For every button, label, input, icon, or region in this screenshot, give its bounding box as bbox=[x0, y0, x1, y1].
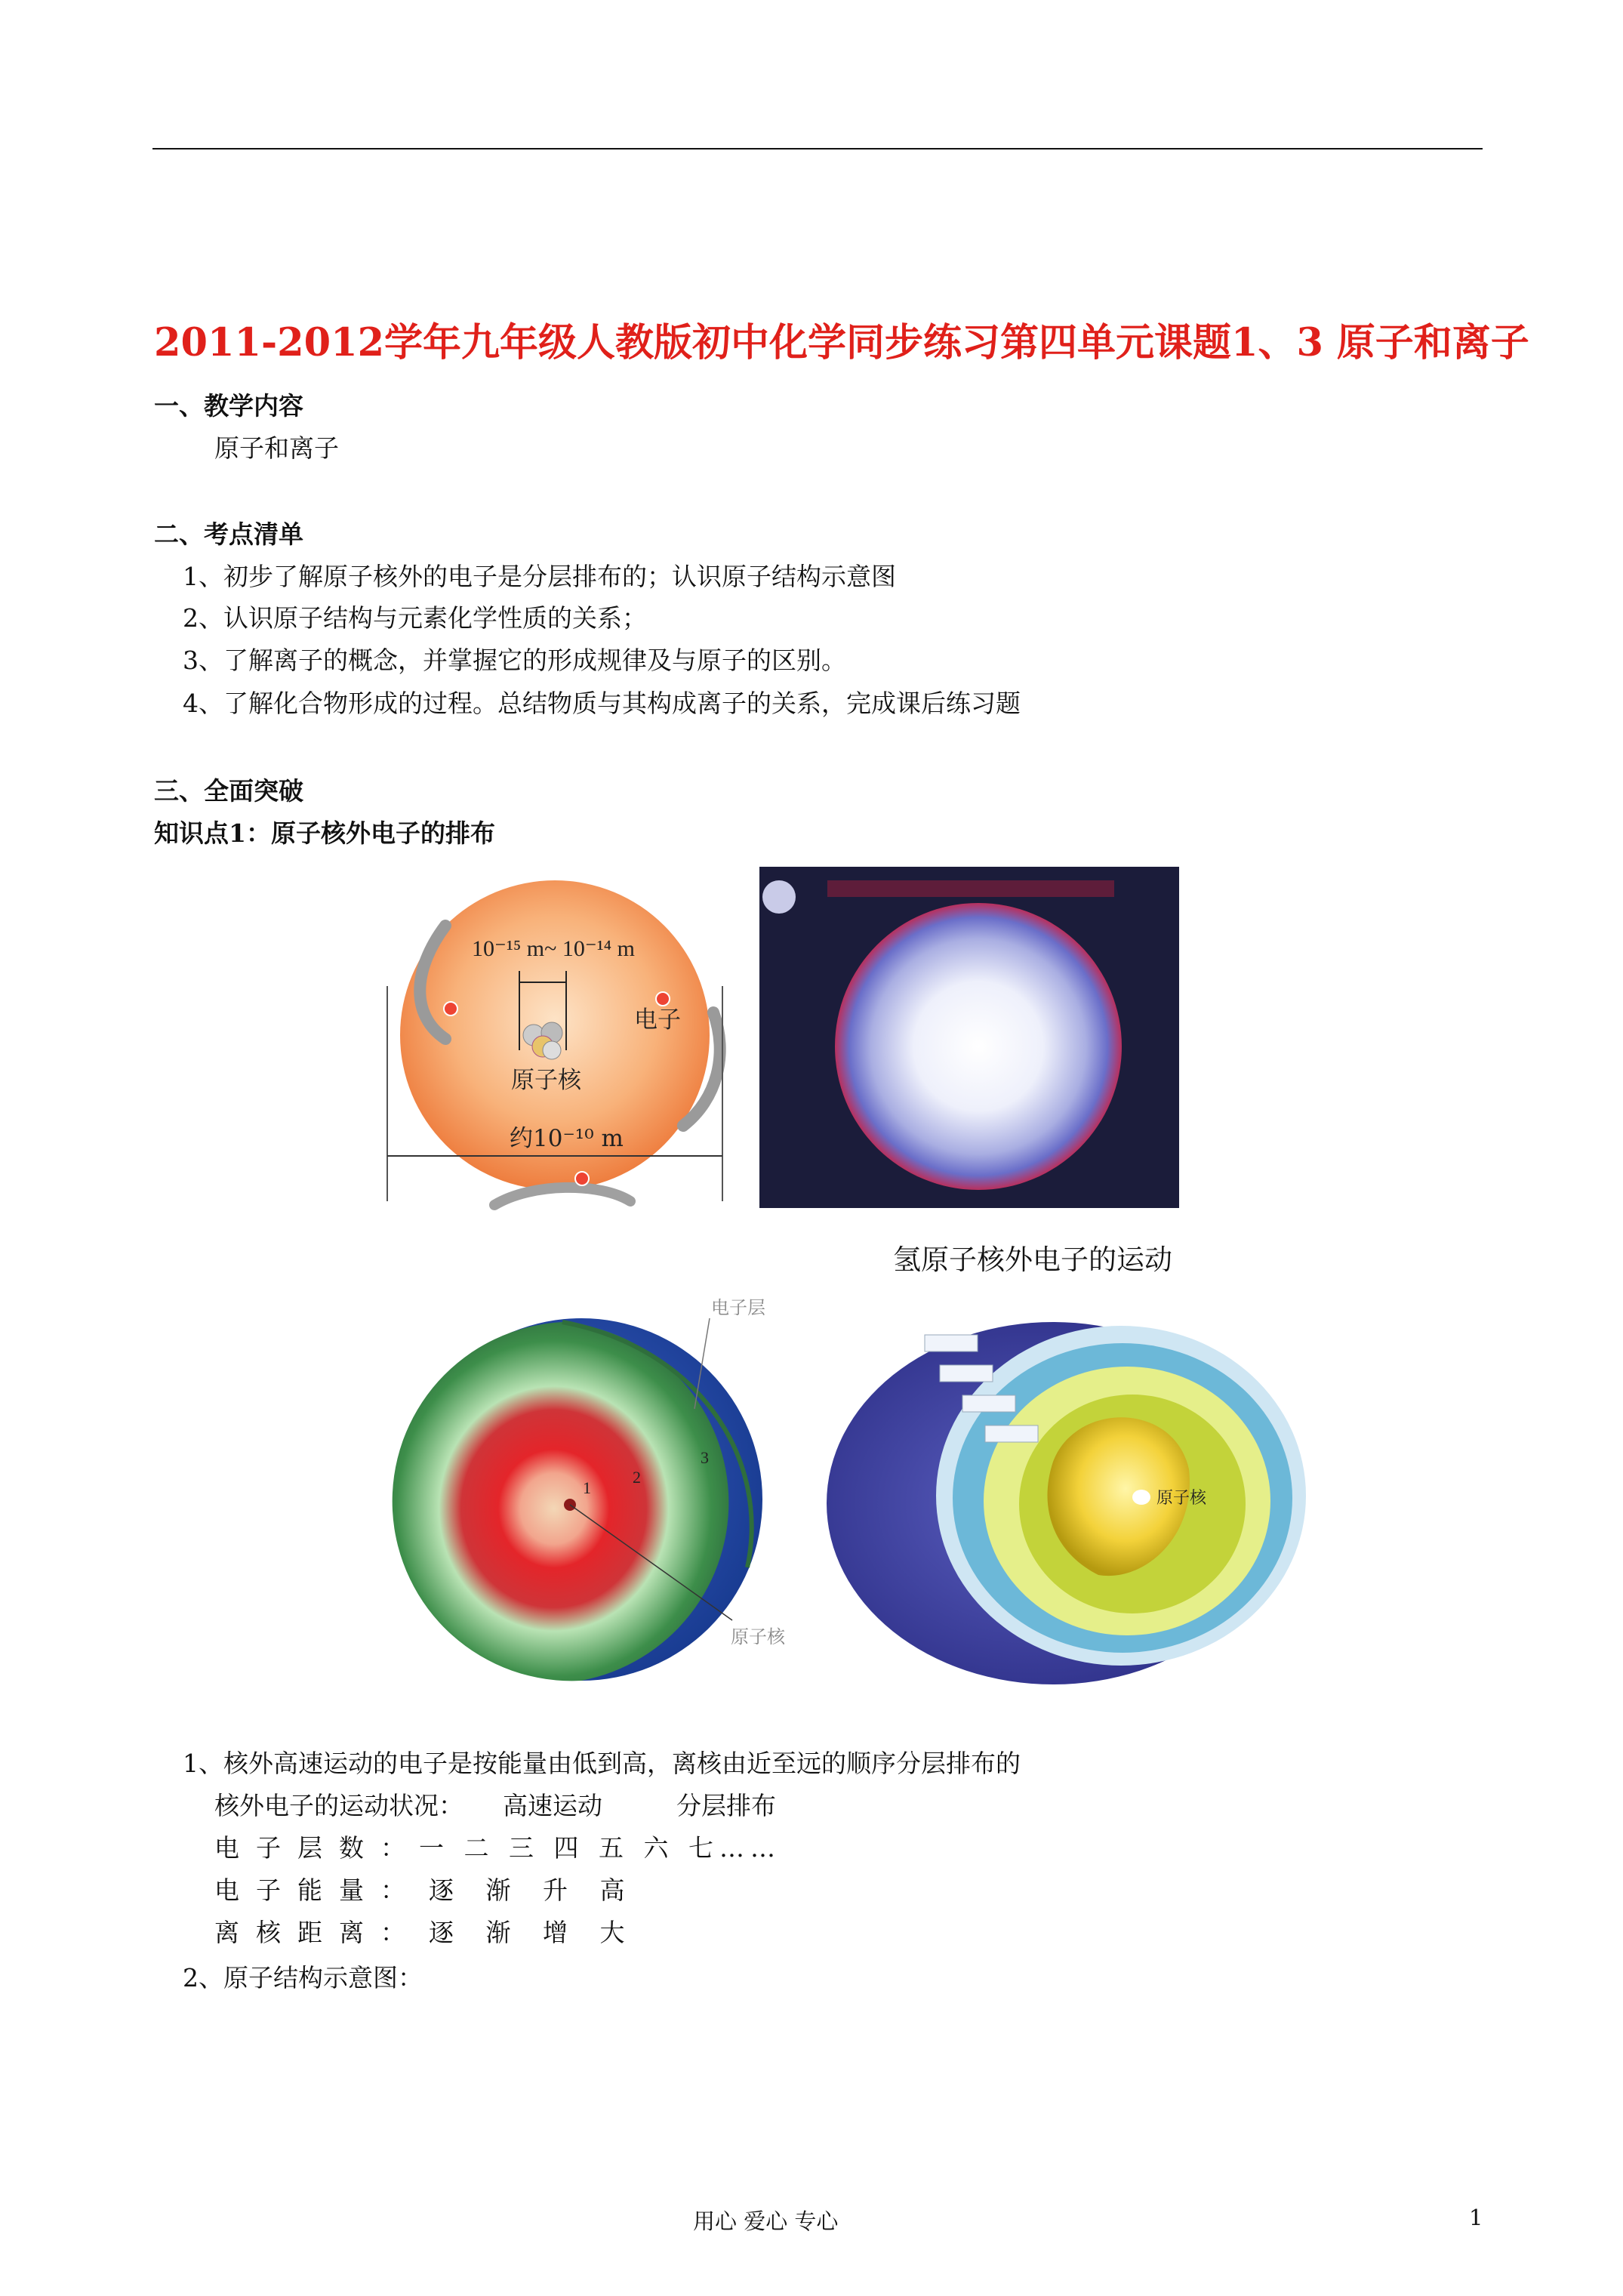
electron-layer-sphere-figure bbox=[377, 1288, 800, 1688]
page-number: 1 bbox=[1469, 2205, 1483, 2230]
row-label: 离核距离： bbox=[214, 1918, 422, 1947]
electron-shell-model-figure bbox=[827, 1311, 1310, 1688]
nucleus-size-label: 10⁻¹⁵ m~ 10⁻¹⁴ m bbox=[472, 936, 635, 961]
motion-status-label: 核外电子的运动状况： bbox=[214, 1791, 463, 1820]
electron-cloud-figure bbox=[759, 867, 1179, 1208]
row-values: 逐 渐 增 大 bbox=[429, 1918, 637, 1947]
row-values: 一 二 三 四 五 六 七…… bbox=[419, 1833, 781, 1863]
atom-model-figure bbox=[374, 865, 736, 1226]
page-title: 2011-2012学年九年级人教版初中化学同步练习第四单元课题1、3 原子和离子 bbox=[154, 320, 1529, 365]
layer-number: 1 bbox=[583, 1478, 591, 1497]
figure-caption: 氢原子核外电子的运动 bbox=[893, 1244, 1172, 1276]
row-label: 电子层数： bbox=[214, 1833, 422, 1863]
nucleus-label: 原子核 bbox=[511, 1067, 581, 1094]
layer-number: 2 bbox=[633, 1468, 641, 1487]
nucleus-label: 原子核 bbox=[1156, 1489, 1207, 1508]
list-item: 2、认识原子结构与元素化学性质的关系； bbox=[183, 603, 647, 633]
motion-status-b: 分层排布 bbox=[676, 1791, 776, 1820]
section-heading-2: 二、考点清单 bbox=[154, 519, 303, 549]
section-content-1: 原子和离子 bbox=[214, 433, 339, 463]
point-1: 1、核外高速运动的电子是按能量由低到高，离核由近至远的顺序分层排布的 bbox=[183, 1749, 1021, 1778]
motion-status-a: 高速运动 bbox=[503, 1791, 602, 1820]
electron-label: 电子 bbox=[634, 1006, 681, 1034]
list-item: 1、初步了解原子核外的电子是分层排布的；认识原子结构示意图 bbox=[183, 562, 896, 591]
knowledge-point-heading: 知识点1：原子核外电子的排布 bbox=[154, 818, 495, 848]
row-values: 逐 渐 升 高 bbox=[429, 1875, 637, 1905]
list-item: 4、了解化合物形成的过程。总结物质与其构成离子的关系，完成课后练习题 bbox=[183, 689, 1021, 718]
header-rule bbox=[152, 148, 1483, 149]
layer-number: 3 bbox=[701, 1448, 709, 1467]
list-item: 3、了解离子的概念，并掌握它的形成规律及与原子的区别。 bbox=[183, 646, 846, 675]
row-label: 电子能量： bbox=[214, 1875, 422, 1905]
section-heading-1: 一、教学内容 bbox=[154, 391, 303, 421]
nucleus-label: 原子核 bbox=[731, 1626, 785, 1647]
section-heading-3: 三、全面突破 bbox=[154, 776, 303, 806]
point-2: 2、原子结构示意图： bbox=[183, 1963, 423, 1992]
footer-center: 用心 爱心 专心 bbox=[693, 2208, 839, 2234]
layer-label: 电子层 bbox=[711, 1297, 765, 1318]
atom-size-label: 约10⁻¹⁰ m bbox=[510, 1125, 624, 1152]
